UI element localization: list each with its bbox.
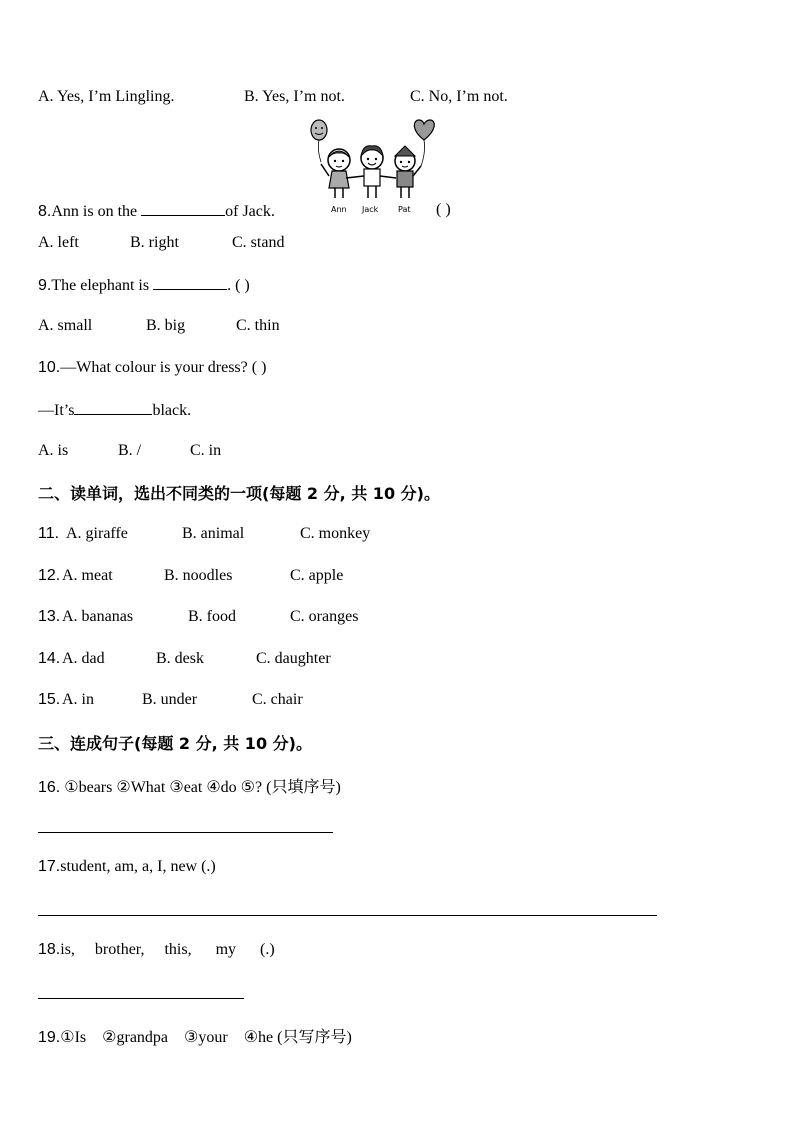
q15-option-b: B. under (142, 691, 198, 708)
q14-option-c: C. daughter (256, 650, 331, 667)
q13-option-c: C. oranges (290, 608, 359, 625)
q10-stem: 10.—What colour is your dress? ( ) (38, 359, 267, 376)
q12-number: 12. (38, 567, 61, 584)
q17-answer-line[interactable] (38, 915, 657, 916)
q7-option-c: C. No, I’m not. (410, 88, 508, 105)
q9-blank (153, 275, 227, 290)
q10-option-a: A. is (38, 442, 69, 459)
heart-balloon-icon (414, 120, 434, 166)
q11-option-c: C. monkey (300, 525, 371, 542)
q10-answer: —It’s black. (38, 402, 192, 419)
section-2-heading: 二、读单词，选出不同类的一项(每题 2 分, 共 10 分)。 (38, 484, 440, 503)
q15-option-c: C. chair (252, 691, 303, 708)
q10-option-b: B. / (118, 442, 142, 459)
q8-option-b: B. right (130, 234, 179, 251)
q19-stem: 19.①Is ②grandpa ③your ④he (只写序号) (38, 1029, 352, 1046)
q8-answer-paren: ( ) (436, 201, 451, 218)
balloon-icon (311, 120, 327, 162)
q10-blank (74, 400, 152, 415)
figure-label-ann: Ann (331, 205, 347, 214)
q7-option-b: B. Yes, I’m not. (244, 88, 345, 105)
q14-option-a: A. dad (62, 650, 105, 667)
q14-option-b: B. desk (156, 650, 204, 667)
figure-label-jack: Jack (362, 205, 379, 214)
q13-option-b: B. food (188, 608, 236, 625)
q9-stem: 9.The elephant is . ( ) (38, 277, 250, 294)
pat-figure (395, 146, 421, 198)
q11-option-a: A. giraffe (66, 525, 128, 542)
q14-number: 14. (38, 650, 61, 667)
q16-answer-line[interactable] (38, 832, 333, 833)
figure-label-pat: Pat (398, 205, 411, 214)
q12-option-b: B. noodles (164, 567, 233, 584)
section-3-heading: 三、连成句子(每题 2 分, 共 10 分)。 (38, 734, 312, 753)
q18-answer-line[interactable] (38, 998, 244, 999)
jack-figure (346, 146, 396, 198)
children-balloons-illustration (305, 116, 440, 220)
q12-option-c: C. apple (290, 567, 344, 584)
q15-number: 15. (38, 691, 61, 708)
q13-number: 13. (38, 608, 61, 625)
q10-option-c: C. in (190, 442, 222, 459)
q8-blank (141, 201, 225, 216)
q8-option-c: C. stand (232, 234, 285, 251)
q16-stem: 16. ①bears ②What ③eat ④do ⑤? (只填序号) (38, 779, 341, 796)
q15-option-a: A. in (62, 691, 94, 708)
q18-stem: 18.is, brother, this, my (.) (38, 941, 275, 958)
q7-option-a: A. Yes, I’m Lingling. (38, 88, 175, 105)
q9-option-a: A. small (38, 317, 93, 334)
ann-figure (321, 149, 350, 198)
q12-option-a: A. meat (62, 567, 113, 584)
q11-option-b: B. animal (182, 525, 245, 542)
q8-option-a: A. left (38, 234, 79, 251)
q9-option-c: C. thin (236, 317, 280, 334)
q8-stem: 8.Ann is on the of Jack. (38, 203, 275, 220)
q11-number: 11. (38, 525, 60, 542)
q9-option-b: B. big (146, 317, 186, 334)
q17-stem: 17.student, am, a, I, new (.) (38, 858, 216, 875)
q13-option-a: A. bananas (62, 608, 134, 625)
